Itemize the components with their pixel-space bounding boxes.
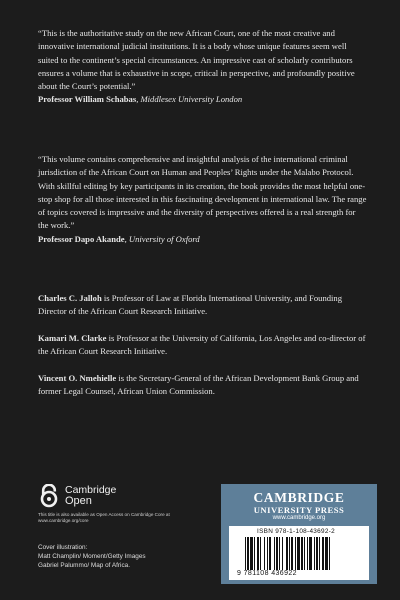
publisher-name: CAMBRIDGE	[253, 490, 345, 505]
cover-credits	[38, 543, 218, 571]
cambridge-open-logo	[38, 484, 116, 508]
editor-name: Charles C. Jalloh	[38, 293, 102, 303]
endorsement-author: Professor William Schabas	[38, 94, 137, 105]
endorsement-quote: “This volume contains comprehensive and insightful analysis of the international criminal jurisdiction of the African Court on Human and Peoples’ Rights under the Malabo Protocol. With skillful editing by key participants in its creation, the book provides the most helpful one-stop shop for all those interested in this fascinating development in international law. The range of topics covered is impressive and the diversity of perspectives offered is a real strength for the work.”	[38, 154, 367, 231]
endorsement-author: Professor Dapo Akande	[38, 233, 125, 244]
credits-heading: Cover illustration:	[38, 544, 88, 551]
wordmark-line-2: Open	[65, 495, 92, 507]
endorsement-affiliation: University of Oxford	[128, 233, 200, 244]
editor-bio-3	[38, 372, 368, 399]
publisher-name-subline: UNIVERSITY PRESS	[253, 505, 345, 515]
publisher-panel	[221, 484, 377, 584]
credits-line: Matt Champlin/ Moment/Getty Images	[38, 553, 146, 561]
editor-bio-2	[38, 332, 368, 359]
credits-line: Gabriel Palummo/ Map of Africa.	[38, 562, 130, 570]
editor-bio-text: is the Secretary-General of the African Development Bank Group and former Legal Counsel, African Union Commission.	[38, 373, 359, 397]
isbn-number: ISBN 978-1-108-43692-2	[257, 528, 336, 535]
editor-name: Kamari M. Clarke	[38, 333, 107, 343]
publisher-url: www.cambridge.org	[272, 515, 326, 521]
open-access-note: This title is also available as Open Access on Cambridge Core at www.cambridge.org/core	[38, 512, 170, 524]
editor-bio-text: is Professor at the University of California, Los Angeles and co-director of the African Court Research Initiative.	[38, 333, 366, 357]
editor-name: Vincent O. Nmehielle	[38, 373, 117, 383]
barcode-box	[229, 526, 369, 580]
wordmark-line-1: Cambridge	[65, 484, 117, 496]
barcode-graphic	[243, 537, 355, 570]
endorsement-quote: “This is the authoritative study on the new African Court, one of the most creative and innovative international judicial institutions. It is a body whose unique features seem well suited to the continent’s special circumstances. An impressive cast of scholarly contributors ensures a volume that is exhaustive in scope, critical in perspective, and profoundly positive about the Court’s potential.”	[38, 28, 355, 92]
endorsement-affiliation: Middlesex University London	[140, 94, 243, 105]
editor-bio-text: is Professor of Law at Florida International University, and Founding Director of the African Court Research Initiative.	[38, 293, 343, 317]
cambridge-open-wordmark	[65, 485, 116, 507]
endorsement-2: “This volume contains comprehensive and insightful analysis of the international criminal jurisdiction of the African Court on Human and Peoples’ Rights under the Malabo Protocol. With skillful editing by key participants in its creation, the book provides the most helpful one-stop shop for all those interested in this fascinating development in international law. The range of topics covered is impressive and the diversity of perspectives offered is a real strength for the work.” Professor Dapo Akande, University of Oxford	[38, 154, 367, 244]
endorsement-1: “This is the authoritative study on the new African Court, one of the most creative and innovative international judicial institutions. It is a body whose unique features seem well suited to the continent’s special circumstances. An impressive cast of scholarly contributors ensures a volume that is exhaustive in scope, critical in perspective, and profoundly positive about the Court’s potential.” Professor William Schabas, Middlesex University London	[38, 28, 355, 105]
editor-bio-1	[38, 292, 368, 319]
barcode-digits: 9 781108 436922	[237, 570, 297, 577]
open-access-icon	[38, 484, 60, 508]
